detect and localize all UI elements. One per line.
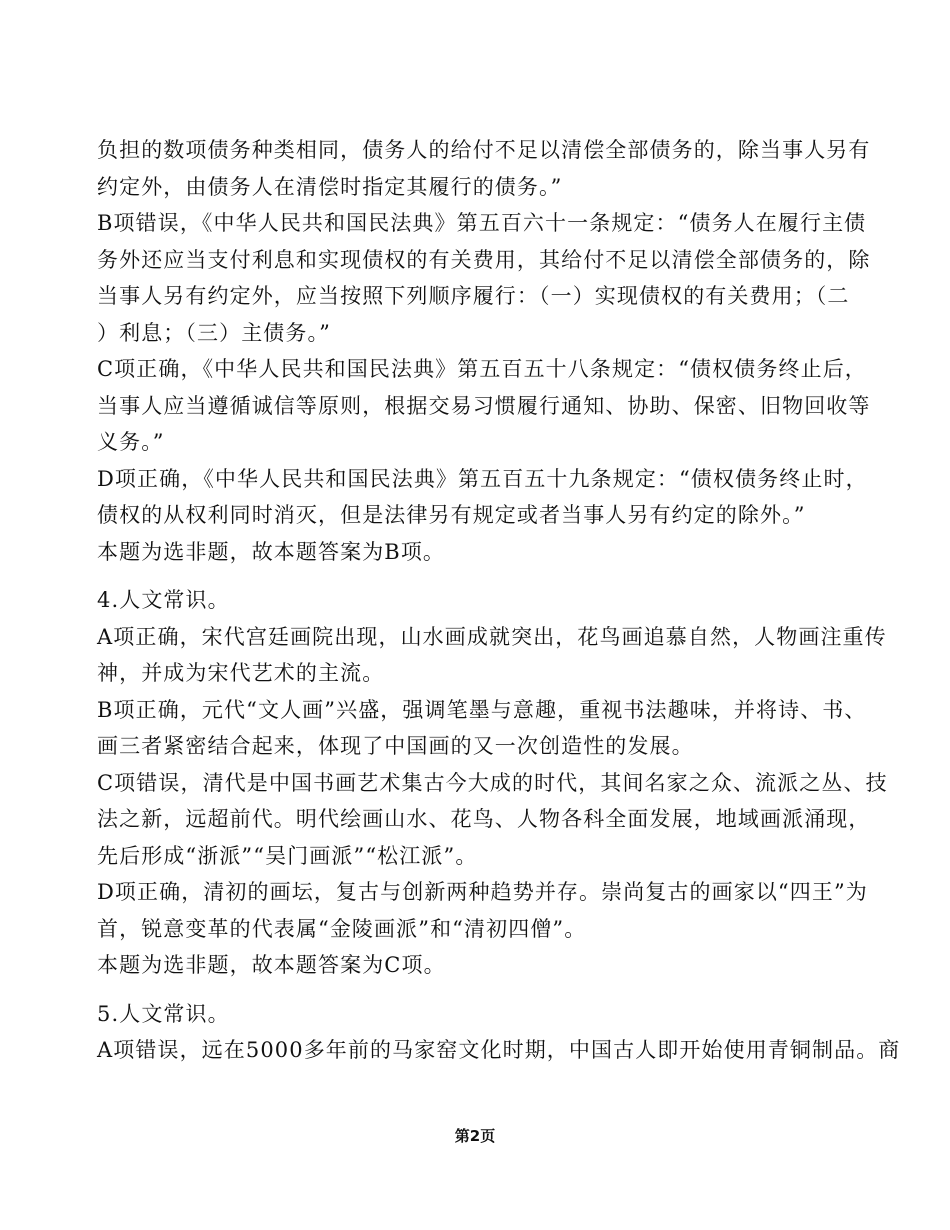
paragraph-gap	[97, 984, 877, 996]
page-number: 第2页	[454, 1127, 496, 1145]
section-heading: 4.人文常识。	[97, 588, 230, 612]
text-line: 首，锐意变革的代表属“金陵画派”和“清初四僧”。	[97, 916, 587, 941]
text-line: A项正确，宋代宫廷画院出现，山水画成就突出，花鸟画追慕自然，人物画注重传	[97, 624, 887, 649]
text-line: 先后形成“浙派”“吴门画派”“松江派”。	[97, 843, 478, 868]
text-line: 本题为选非题，故本题答案为B项。	[97, 539, 446, 564]
text-line: C项正确，《中华人民共和国民法典》第五百五十八条规定：“债权债务终止后，	[97, 357, 867, 381]
text-line: D项正确，清初的画坛，复古与创新两种趋势并存。崇尚复古的画家以“四王”为	[97, 880, 868, 904]
text-line: B项错误，《中华人民共和国民法典》第五百六十一条规定：“债务人在履行主债	[97, 211, 867, 235]
text-line: C项错误，清代是中国书画艺术集古今大成的时代，其间名家之众、流派之丛、技	[97, 770, 888, 795]
document-body	[97, 132, 901, 1069]
text-line: 画三者紧密结合起来，体现了中国画的又一次创造性的发展。	[97, 734, 694, 758]
text-line: D项正确，《中华人民共和国民法典》第五百五十九条规定：“债权债务终止时，	[97, 466, 868, 491]
text-line: 负担的数项债务种类相同，债务人的给付不足以清偿全部债务的，除当事人另有	[97, 138, 871, 162]
section-heading: 5.人文常识。	[97, 1001, 230, 1026]
text-line: ）利息；（三）主债务。”	[97, 320, 331, 345]
text-line: 约定外，由债务人在清偿时指定其履行的债务。”	[97, 174, 563, 199]
text-line: A项错误，远在5000多年前的马家窑文化时期，中国古人即开始使用青铜制品。商	[97, 1038, 901, 1062]
text-line: 神，并成为宋代艺术的主流。	[97, 661, 385, 685]
text-line: 本题为选非题，故本题答案为C项。	[97, 953, 446, 977]
text-line: 债权的从权利同时消灭，但是法律另有规定或者当事人另有约定的除外。”	[97, 503, 806, 527]
text-line: 务外还应当支付利息和实现债权的有关费用，其给付不足以清偿全部债务的，除	[97, 247, 871, 272]
paragraph-gap	[97, 570, 877, 582]
text-line: 义务。”	[97, 430, 165, 454]
text-line: 当事人另有约定外，应当按照下列顺序履行：（一）实现债权的有关费用；（二	[97, 284, 850, 308]
text-line: 法之新，远超前代。明代绘画山水、花鸟、人物各科全面发展，地域画派涌现，	[97, 807, 871, 831]
text-line: 当事人应当遵循诚信等原则，根据交易习惯履行通知、协助、保密、旧物回收等	[97, 393, 871, 418]
text-line: B项正确，元代“文人画”兴盛，强调笔墨与意趣，重视书法趣味，并将诗、书、	[97, 697, 867, 722]
